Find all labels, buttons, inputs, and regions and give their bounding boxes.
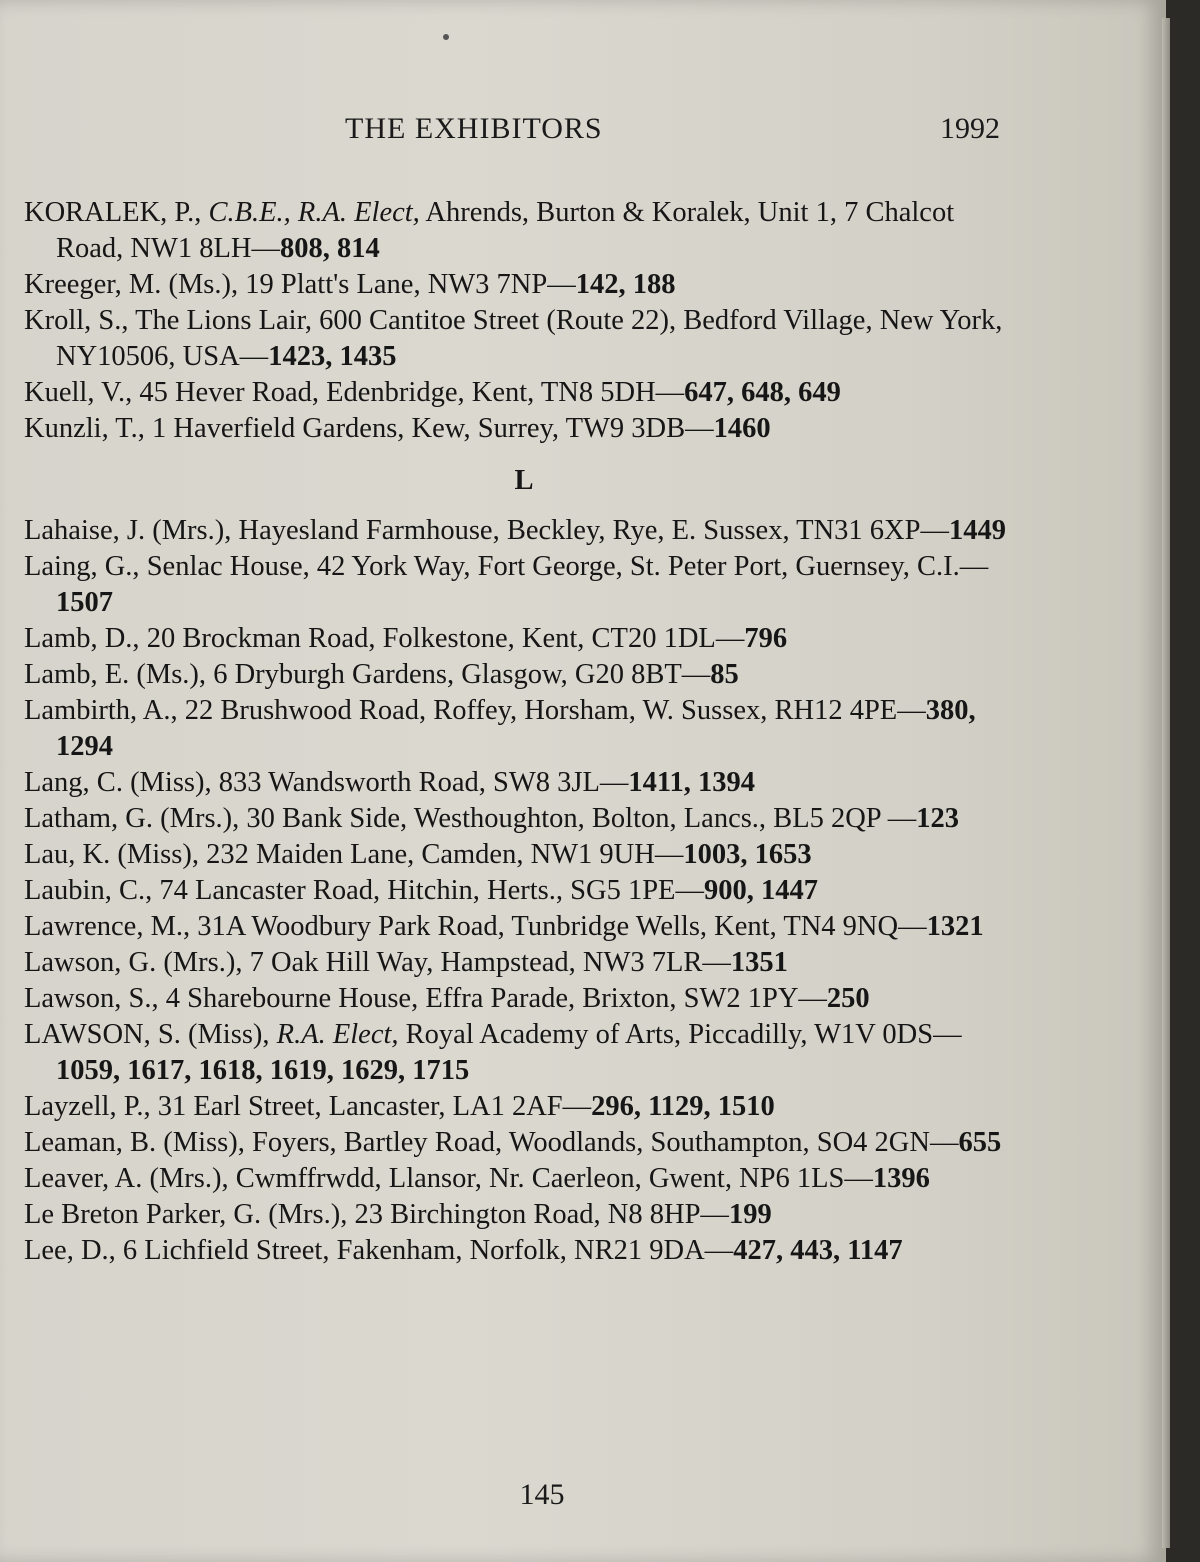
exhibitor-name: Lau, K. (Miss),	[24, 839, 207, 870]
exhibitor-entry	[24, 837, 1024, 873]
exhibitor-name: Laubin, C.,	[24, 875, 160, 906]
exhibitor-entry	[24, 549, 1024, 621]
exhibitor-name: Lambirth, A.,	[24, 695, 185, 726]
exhibitor-address: 7 Oak Hill Way, Hampstead, NW3 7LR—	[249, 947, 731, 978]
entries-l	[24, 513, 1024, 1269]
exhibitor-entry	[24, 411, 1024, 447]
exhibitor-address: Hayesland Farmhouse, Beckley, Rye, E. Sussex, TN31 6XP—	[238, 515, 949, 546]
exhibitor-entry	[24, 1233, 1024, 1269]
exhibitor-entry	[24, 1125, 1024, 1161]
exhibitor-name: LAWSON, S. (Miss),	[24, 1019, 277, 1050]
exhibitor-name: Layzell, P.,	[24, 1091, 158, 1122]
exhibitor-name: Le Breton Parker, G. (Mrs.),	[24, 1199, 355, 1230]
exhibitor-address: Senlac House, 42 York Way, Fort George, St. Peter Port, Guernsey, C.I.—	[146, 551, 989, 582]
exhibitor-address: 1 Haverfield Gardens, Kew, Surrey, TW9 3DB—	[151, 413, 714, 444]
page-edge	[1162, 18, 1170, 1548]
exhibitor-works: 123	[916, 803, 959, 834]
exhibitor-entry	[24, 1089, 1024, 1125]
exhibitor-name: Leaver, A. (Mrs.),	[24, 1163, 236, 1194]
exhibitor-address: 19 Platt's Lane, NW3 7NP—	[245, 269, 576, 300]
exhibitor-entry	[24, 873, 1024, 909]
exhibitor-works: 1507	[56, 587, 113, 618]
exhibitor-entry	[24, 693, 1024, 765]
exhibitor-address: 4 Sharebourne House, Effra Parade, Brixton, SW2 1PY—	[165, 983, 827, 1014]
exhibitor-name: Laing, G.,	[24, 551, 147, 582]
exhibitor-entry	[24, 981, 1024, 1017]
exhibitor-name: Lee, D.,	[24, 1235, 123, 1266]
exhibitor-entry	[24, 195, 1024, 267]
exhibitor-name: Lawson, S.,	[24, 983, 166, 1014]
exhibitor-address: Foyers, Bartley Road, Woodlands, Southampton, SO4 2GN—	[251, 1127, 959, 1158]
exhibitor-name: Lawrence, M.,	[24, 911, 198, 942]
exhibitor-address: 31A Woodbury Park Road, Tunbridge Wells, Kent, TN4 9NQ—	[197, 911, 927, 942]
exhibitor-works: 1460	[713, 413, 771, 444]
exhibitor-address: 6 Dryburgh Gardens, Glasgow, G20 8BT—	[213, 659, 711, 690]
exhibitor-works: 427, 443, 1147	[733, 1235, 903, 1266]
running-head: THE EXHIBITORS	[345, 112, 603, 145]
exhibitor-address: 31 Earl Street, Lancaster, LA1 2AF—	[157, 1091, 592, 1122]
exhibitor-name: Kunzli, T.,	[24, 413, 152, 444]
exhibitor-entry	[24, 945, 1024, 981]
exhibitor-honours: C.B.E., R.A. Elect,	[208, 197, 420, 228]
exhibitor-name: Kreeger, M. (Ms.),	[24, 269, 246, 300]
exhibitor-name: KORALEK, P.,	[24, 197, 209, 228]
exhibitor-entry	[24, 267, 1024, 303]
exhibitor-works: 647, 648, 649	[684, 377, 841, 408]
page-header	[0, 112, 1162, 156]
exhibitor-address: 20 Brockman Road, Folkestone, Kent, CT20 1DL—	[146, 623, 745, 654]
exhibitor-entry	[24, 909, 1024, 945]
exhibitor-address: 30 Bank Side, Westhoughton, Bolton, Lancs., BL5 2QP —	[246, 803, 917, 834]
ink-speck	[443, 34, 449, 40]
exhibitor-address: Ahrends, Burton & Koralek, Unit 1, 7 Chalcot Road, NW1 8LH—	[56, 197, 955, 264]
exhibitor-honours: R.A. Elect,	[276, 1019, 399, 1050]
exhibitor-address: 74 Lancaster Road, Hitchin, Herts., SG5 1PE—	[159, 875, 704, 906]
exhibitor-address: 833 Wandsworth Road, SW8 3JL—	[218, 767, 629, 798]
exhibitor-entry	[24, 1197, 1024, 1233]
exhibitor-entry	[24, 765, 1024, 801]
exhibitor-entry	[24, 657, 1024, 693]
entries-k	[24, 195, 1024, 447]
exhibitor-list	[24, 195, 1024, 1269]
exhibitor-address: 232 Maiden Lane, Camden, NW1 9UH—	[206, 839, 684, 870]
exhibitor-name: Lawson, G. (Mrs.),	[24, 947, 250, 978]
exhibitor-works: 142, 188	[575, 269, 676, 300]
exhibitor-works: 796	[744, 623, 788, 654]
exhibitor-name: Leaman, B. (Miss),	[24, 1127, 252, 1158]
exhibitor-address: Royal Academy of Arts, Piccadilly, W1V 0DS—	[398, 1019, 962, 1050]
exhibitor-entry	[24, 375, 1024, 411]
exhibitor-name: Latham, G. (Mrs.),	[24, 803, 247, 834]
exhibitor-entry	[24, 1161, 1024, 1197]
exhibitor-works: 808, 814	[280, 233, 380, 264]
exhibitor-name: Lahaise, J. (Mrs.),	[24, 515, 239, 546]
exhibitor-entry	[24, 621, 1024, 657]
exhibitor-name: Kuell, V.,	[24, 377, 140, 408]
exhibitor-entry	[24, 1017, 1024, 1089]
header-year: 1992	[940, 112, 1000, 145]
exhibitor-works: 900, 1447	[703, 875, 818, 906]
exhibitor-name: Lamb, D.,	[24, 623, 147, 654]
exhibitor-works: 1411, 1394	[628, 767, 756, 798]
exhibitor-works: 1059, 1617, 1618, 1619, 1629, 1715	[56, 1055, 470, 1086]
exhibitor-address: 6 Lichfield Street, Fakenham, Norfolk, NR21 9DA—	[122, 1235, 734, 1266]
exhibitor-address: The Lions Lair, 600 Cantitoe Street (Route 22), Bedford Village, New York, NY10506, USA—	[56, 305, 1003, 372]
exhibitor-works: 1003, 1653	[683, 839, 812, 870]
exhibitor-works: 250	[826, 983, 870, 1014]
exhibitor-name: Lang, C. (Miss),	[24, 767, 219, 798]
exhibitor-entry	[24, 513, 1024, 549]
page-number: 145	[519, 1478, 565, 1511]
exhibitor-name: Kroll, S.,	[24, 305, 136, 336]
section-letter: L	[514, 465, 534, 496]
exhibitor-works: 296, 1129, 1510	[591, 1091, 775, 1122]
exhibitor-address: Cwmffrwdd, Llansor, Nr. Caerleon, Gwent, NP6 1LS—	[235, 1163, 873, 1194]
exhibitor-works: 655	[958, 1127, 1002, 1158]
exhibitor-works: 85	[710, 659, 739, 690]
exhibitor-address: 23 Birchington Road, N8 8HP—	[354, 1199, 729, 1230]
exhibitor-works: 1423, 1435	[268, 341, 397, 372]
exhibitor-name: Lamb, E. (Ms.),	[24, 659, 214, 690]
exhibitor-works: 1396	[872, 1163, 930, 1194]
exhibitor-entry	[24, 801, 1024, 837]
exhibitor-works: 1351	[730, 947, 788, 978]
exhibitor-address: 45 Hever Road, Edenbridge, Kent, TN8 5DH—	[139, 377, 685, 408]
exhibitor-address: 22 Brushwood Road, Roffey, Horsham, W. Sussex, RH12 4PE—	[184, 695, 926, 726]
exhibitor-works: 380, 1294	[56, 695, 976, 762]
exhibitor-works: 199	[728, 1199, 772, 1230]
exhibitor-entry	[24, 303, 1024, 375]
exhibitor-works: 1321	[926, 911, 984, 942]
exhibitor-works: 1449	[948, 515, 1006, 546]
